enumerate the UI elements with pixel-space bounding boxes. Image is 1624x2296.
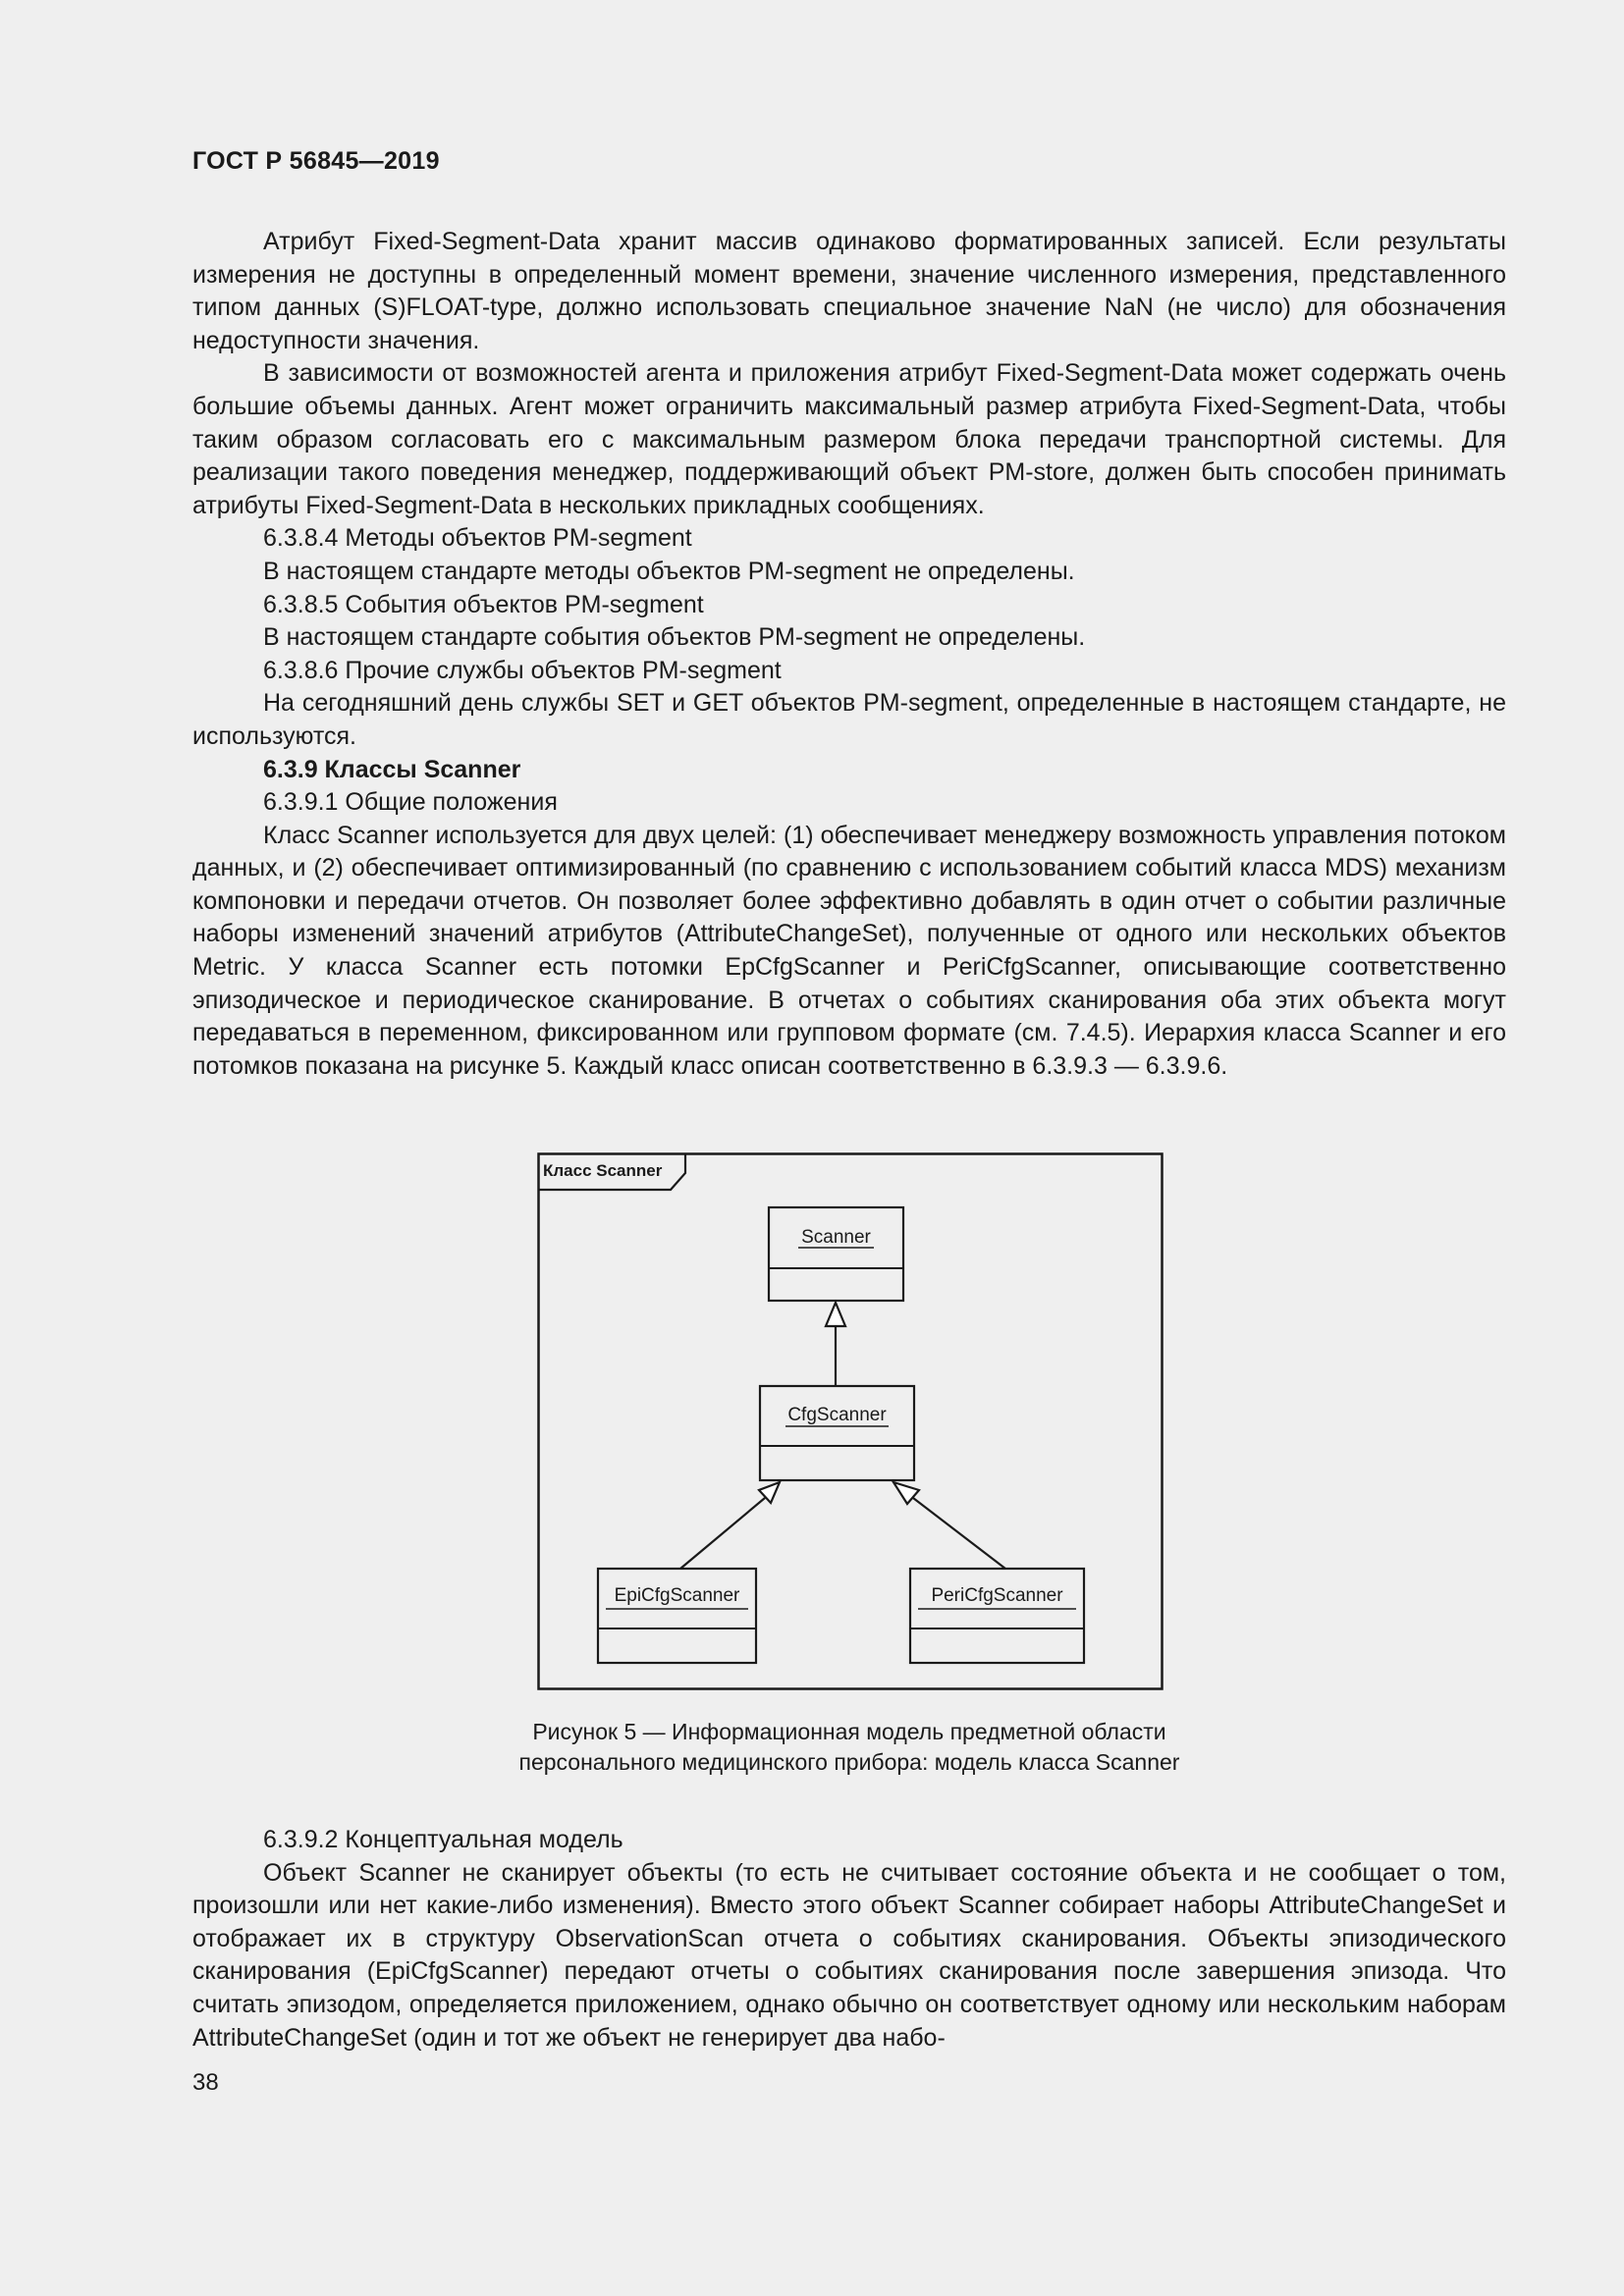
paragraph-agent-capabilities: В зависимости от возможностей агента и приложения атрибут Fixed-Segment-Data может содержать очень большие объемы данных. Агент может ограничить максимальный размер атрибута Fixed-Segment-Data, чтобы таким образом согласовать его с максимальным размером блока передачи транспортной системы. Для реализации такого поведения менеджер, поддерживающий объект PM-store, должен быть способен принимать атрибуты Fixed-Segment-Data в нескольких прикладных сообщениях. <box>192 359 1506 519</box>
section-heading-6-3-9: 6.3.9 Классы Scanner <box>263 755 521 783</box>
paragraph-6-3-8-4: В настоящем стандарте методы объектов PM-segment не определены. <box>263 557 1075 585</box>
class-name-pericfgscanner: PeriCfgScanner <box>931 1585 1063 1606</box>
section-heading-6-3-8-4: 6.3.8.4 Методы объектов PM-segment <box>263 524 692 553</box>
figure-caption-line-1: Рисунок 5 — Информационная модель предметной области <box>532 1719 1166 1744</box>
class-scanner <box>769 1207 903 1301</box>
class-pericfgscanner <box>910 1569 1084 1663</box>
paragraph-6-3-9-1: Класс Scanner используется для двух целей: (1) обеспечивает менеджеру возможность управления потоком данных, и (2) обеспечивает оптимизированный (по сравнению с использованием событий класса MDS) механизм компоновки и передачи отчетов. Он позволяет более эффективно добавлять в один отчет о событии различные наборы изменений значений атрибутов (AttributeChangeSet), полученные от одного или нескольких объектов Metric. У класса Scanner есть потомки EpCfgScanner и PeriCfgScanner, описывающие соответственно эпизодическое и периодическое сканирование. В отчетах о событиях сканирования оба этих объекта могут передаваться в переменном, фиксированном или групповом формате (см. 7.4.5). Иерархия класса Scanner и его потомков показана на рисунке 5. Каждый класс описан соответственно в 6.3.9.3 — 6.3.9.6. <box>192 821 1506 1080</box>
section-heading-6-3-8-6: 6.3.8.6 Прочие службы объектов PM-segment <box>263 656 782 684</box>
frame-label: Класс Scanner <box>543 1161 663 1180</box>
section-heading-6-3-9-1: 6.3.9.1 Общие положения <box>263 788 558 817</box>
generalization-peri-to-cfg <box>893 1482 1005 1569</box>
paragraph-6-3-9-2: Объект Scanner не сканирует объекты (то есть не считывает состояние объекта и не сообщает о том, произошли или нет какие-либо изменения). Вместо этого объект Scanner собирает наборы AttributeChangeSet и отображает их в структуру ObservationScan отчета о событиях сканирования. Объекты эпизодического сканирования (EpiCfgScanner) передают отчеты о событиях сканирования после завершения эпизода. Что считать эпизодом, определяется приложением, однако обычно он соответствует одному или нескольким наборам AttributeChangeSet (один и тот же объект не генерирует два набо- <box>192 1858 1506 2052</box>
paragraph-6-3-8-5: В настоящем стандарте события объектов PM-segment не определены. <box>263 623 1086 652</box>
paragraph-fixed-segment-data: Атрибут Fixed-Segment-Data хранит массив одинаково форматированных записей. Если результаты измерения не доступны в определенный момент времени, значение численного измерения, представленного типом данных (S)FLOAT-type, должно использовать специальное значение NaN (не число) для обозначения недоступности значения. <box>192 228 1506 354</box>
class-name-cfgscanner: CfgScanner <box>787 1405 887 1425</box>
uml-class-diagram <box>537 1152 1164 1690</box>
generalization-epi-to-cfg <box>680 1482 780 1569</box>
paragraph-6-3-8-6: На сегодняшний день службы SET и GET объектов PM-segment, определенные в настоящем стандарте, не используются. <box>192 689 1506 750</box>
section-heading-6-3-8-5: 6.3.8.5 События объектов PM-segment <box>263 590 704 618</box>
class-name-scanner: Scanner <box>801 1227 871 1248</box>
class-cfgscanner <box>760 1386 914 1480</box>
section-heading-6-3-9-2: 6.3.9.2 Концептуальная модель <box>263 1826 623 1853</box>
text-block-upper <box>192 226 1506 1083</box>
class-name-epicfgscanner: EpiCfgScanner <box>614 1585 740 1606</box>
figure-caption-line-2: персонального медицинского прибора: модель класса Scanner <box>518 1749 1180 1775</box>
document-header: ГОСТ Р 56845—2019 <box>192 147 440 175</box>
generalization-cfg-to-scanner <box>826 1303 845 1386</box>
text-block-lower <box>192 1824 1506 2055</box>
figure-caption <box>192 1717 1506 1778</box>
page-number: 38 <box>192 2069 219 2096</box>
class-epicfgscanner <box>598 1569 756 1663</box>
